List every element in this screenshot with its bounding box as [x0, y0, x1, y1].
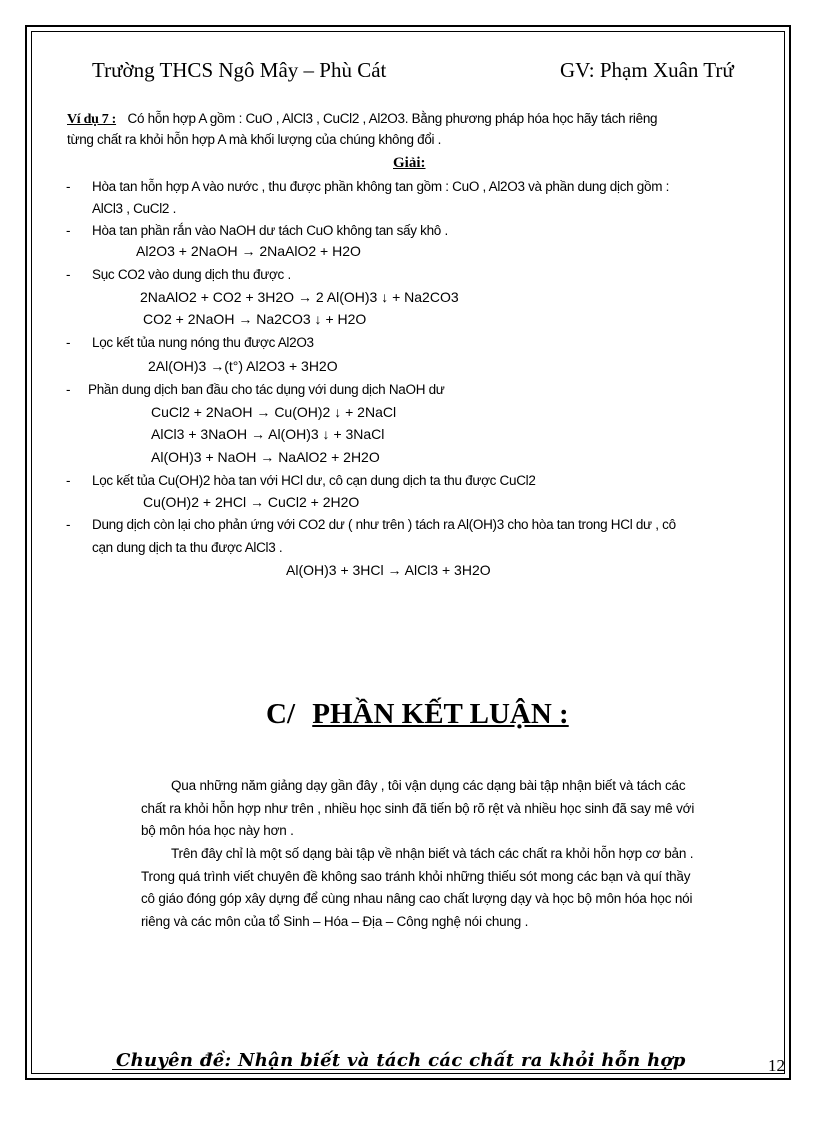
header-school: Trường THCS Ngô Mây – Phù Cát	[92, 58, 387, 82]
step-1-line-2: AlCl3 , CuCl2 .	[92, 201, 177, 216]
step-1-line-1: Hòa tan hỗn hợp A vào nước , thu được phần không tan gồm : CuO , Al2O3 và phần dung dịch gồm :	[92, 179, 670, 194]
example-label: Ví dụ 7 :	[67, 112, 117, 127]
example-problem-line-1: Có hỗn hợp A gồm : CuO , AlCl3 , CuCl2 , Al2O3. Bằng phương pháp hóa học hãy tách riêng	[127, 111, 658, 126]
bullet-dash: -	[66, 223, 71, 238]
footer-underline	[112, 1069, 672, 1070]
page-number: 12	[768, 1056, 785, 1075]
section-heading: PHẦN KẾT LUẬN :	[312, 698, 569, 730]
step-3: Sục CO2 vào dung dịch thu được .	[92, 267, 291, 282]
bullet-dash: -	[66, 473, 71, 488]
step-6: Lọc kết tủa Cu(OH)2 hòa tan với HCl dư, cô cạn dung dịch ta thu được CuCl2	[92, 473, 536, 488]
header-teacher: GV: Phạm Xuân Trứ	[560, 58, 734, 82]
step-5: Phần dung dịch ban đầu cho tác dụng với dung dịch NaOH dư	[88, 382, 445, 397]
equation-9: Al(OH)3 + 3HCl → AlCl3 + 3H2O	[286, 562, 491, 578]
equation-8: Cu(OH)2 + 2HCl → CuCl2 + 2H2O	[143, 494, 360, 510]
equation-4: 2Al(OH)3 →(t°) Al2O3 + 3H2O	[148, 358, 338, 374]
section-prefix: C/	[266, 698, 295, 730]
equation-1: Al2O3 + 2NaOH → 2NaAlO2 + H2O	[136, 243, 361, 259]
equation-6: AlCl3 + 3NaOH → Al(OH)3 ↓ + 3NaCl	[151, 426, 385, 442]
equation-3: CO2 + 2NaOH → Na2CO3 ↓ + H2O	[143, 311, 367, 327]
solution-heading: Giải:	[393, 155, 426, 171]
step-4: Lọc kết tủa nung nóng thu được Al2O3	[92, 335, 314, 350]
example-problem-line-2: từng chất ra khỏi hỗn hợp A mà khối lượng của chúng không đổi .	[67, 132, 442, 147]
bullet-dash: -	[66, 517, 71, 532]
section-title	[266, 698, 569, 731]
bullet-dash: -	[66, 382, 71, 397]
equation-2: 2NaAlO2 + CO2 + 3H2O → 2 Al(OH)3 ↓ + Na2CO3	[140, 289, 459, 305]
step-7-line-2: cạn dung dịch ta thu được AlCl3 .	[92, 540, 283, 555]
example-line-1	[67, 110, 657, 129]
bullet-dash: -	[66, 335, 71, 350]
bullet-dash: -	[66, 267, 71, 282]
step-2: Hòa tan phần rắn vào NaOH dư tách CuO không tan sấy khô .	[92, 223, 448, 238]
conclusion-paragraph-2: Trên đây chỉ là một số dạng bài tập về nhận biết và tách các chất ra khỏi hỗn hợp cơ bản . Trong quá trình viết chuyên đề không sao tránh khỏi những thiếu sót mong các bạn và quí thầy cô giáo đóng góp xây dựng để cùng nhau nâng cao chất lượng dạy và học bộ môn hóa học nói riêng và các môn của tổ Sinh – Hóa – Địa – Công nghệ nói chung .	[141, 846, 694, 929]
conclusion-paragraph-1: Qua những năm giảng dạy gần đây , tôi vận dụng các dạng bài tập nhận biết và tách các chất ra khỏi hỗn hợp như trên , nhiều học sinh đã tiến bộ rõ rệt và nhiều học sinh đã say mê với bộ môn hóa học này hơn .	[141, 778, 695, 838]
equation-7: Al(OH)3 + NaOH → NaAlO2 + 2H2O	[151, 449, 380, 465]
footer-topic: Chuyên đề: Nhận biết và tách các chất ra khỏi hỗn hợp	[116, 1050, 686, 1071]
step-7-line-1: Dung dịch còn lại cho phản ứng với CO2 dư ( như trên ) tách ra Al(OH)3 cho hòa tan trong HCl dư , cô	[92, 517, 676, 532]
bullet-dash: -	[66, 179, 71, 194]
equation-5: CuCl2 + 2NaOH → Cu(OH)2 ↓ + 2NaCl	[151, 404, 397, 420]
